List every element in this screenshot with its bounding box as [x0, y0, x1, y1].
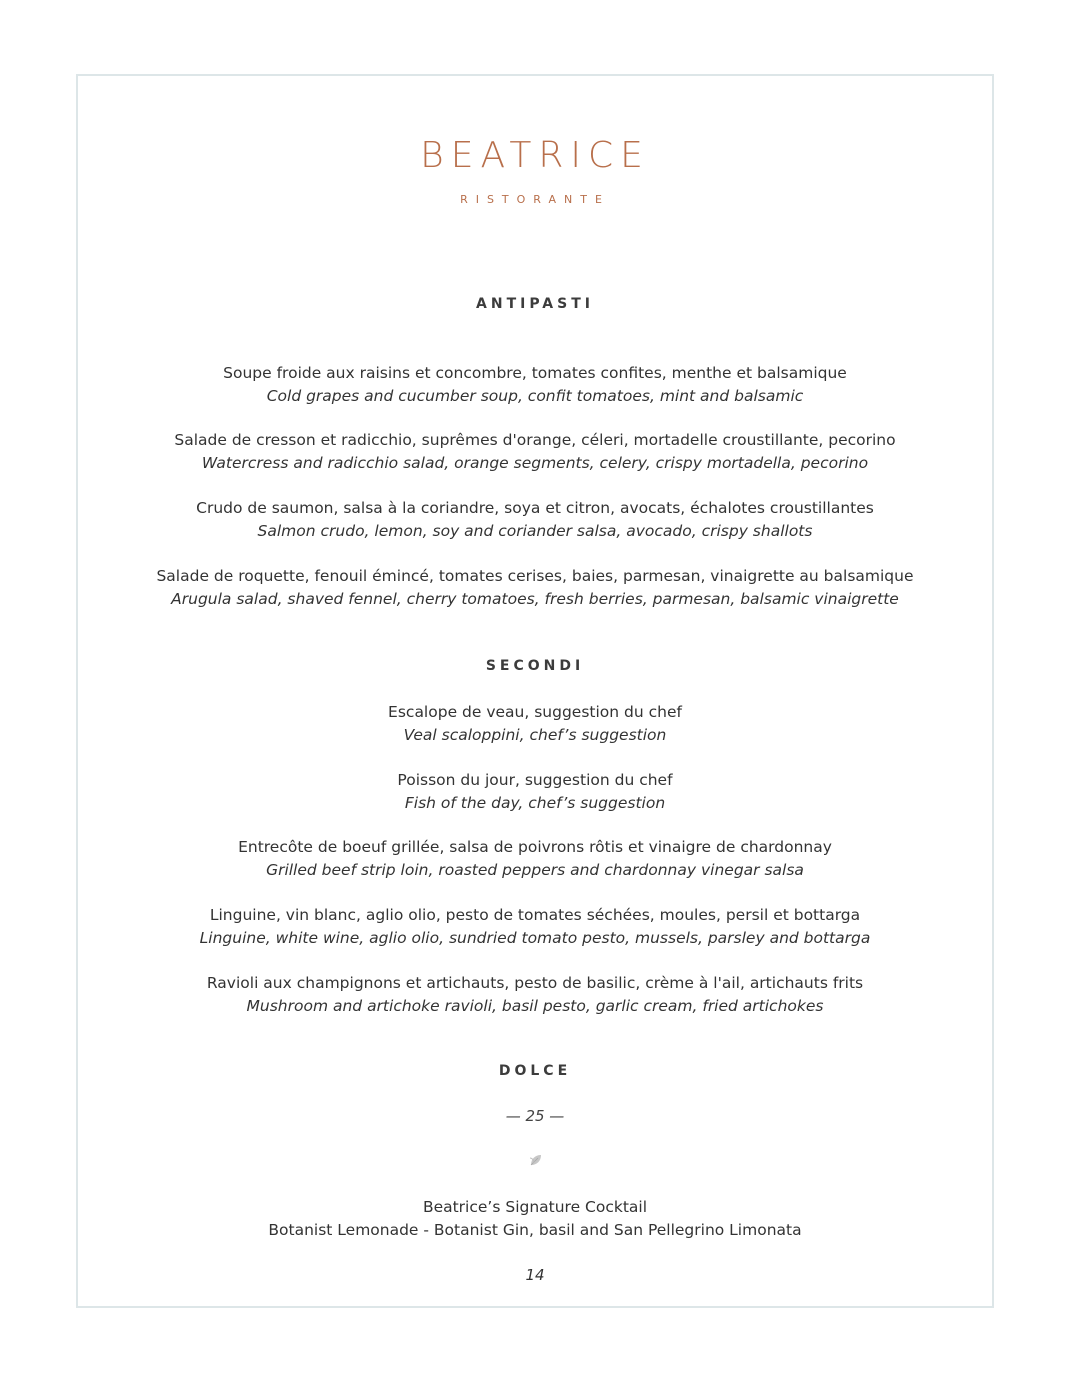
menu-item: [0, 836, 1070, 882]
restaurant-subtitle: RISTORANTE: [460, 193, 610, 206]
signature-cocktail: [0, 1196, 1070, 1242]
item-french: Entrecôte de boeuf grillée, salsa de poivrons rôtis et vinaigre de chardonnay: [238, 838, 832, 856]
item-french: Salade de roquette, fenouil émincé, tomates cerises, baies, parmesan, vinaigrette au balsamique: [156, 567, 914, 585]
page-number: 14: [525, 1266, 545, 1284]
item-english: Watercress and radicchio salad, orange segments, celery, crispy mortadella, pecorino: [201, 454, 869, 472]
item-french: Escalope de veau, suggestion du chef: [388, 703, 682, 721]
item-french: Linguine, vin blanc, aglio olio, pesto de tomates séchées, moules, persil et bottarga: [209, 906, 861, 924]
item-french: Poisson du jour, suggestion du chef: [397, 771, 673, 789]
item-french: Soupe froide aux raisins et concombre, tomates confites, menthe et balsamique: [223, 364, 847, 382]
menu-item: [0, 701, 1070, 747]
menu-price: — 25 —: [505, 1107, 565, 1125]
item-english: Fish of the day, chef’s suggestion: [404, 794, 666, 812]
section-heading-antipasti: ANTIPASTI: [476, 296, 594, 312]
leaf-icon: [528, 1152, 544, 1168]
item-english: Linguine, white wine, aglio olio, sundried tomato pesto, mussels, parsley and bottarga: [199, 929, 871, 947]
item-french: Crudo de saumon, salsa à la coriandre, soya et citron, avocats, échalotes croustillantes: [196, 499, 874, 517]
item-english: Salmon crudo, lemon, soy and coriander salsa, avocado, crispy shallots: [257, 522, 813, 540]
item-english: Grilled beef strip loin, roasted peppers and chardonnay vinegar salsa: [266, 861, 804, 879]
section-heading-secondi: SECONDI: [485, 658, 585, 674]
restaurant-logo: BEATRICE: [420, 135, 650, 176]
menu-item: [0, 769, 1070, 815]
item-english: Mushroom and artichoke ravioli, basil pesto, garlic cream, fried artichokes: [246, 997, 824, 1015]
menu-item: [0, 565, 1070, 611]
menu-item: [0, 429, 1070, 475]
item-english: Veal scaloppini, chef’s suggestion: [403, 726, 667, 744]
section-heading-dolce: DOLCE: [498, 1063, 572, 1079]
menu-item: [0, 904, 1070, 950]
cocktail-description: Botanist Lemonade - Botanist Gin, basil and San Pellegrino Limonata: [268, 1221, 802, 1239]
item-french: Salade de cresson et radicchio, suprêmes d'orange, céleri, mortadelle croustillante, pecorino: [174, 431, 896, 449]
menu-item: [0, 362, 1070, 408]
menu-item: [0, 972, 1070, 1018]
item-english: Arugula salad, shaved fennel, cherry tomatoes, fresh berries, parmesan, balsamic vinaigrette: [171, 590, 899, 608]
item-english: Cold grapes and cucumber soup, confit tomatoes, mint and balsamic: [266, 387, 804, 405]
cocktail-title: Beatrice’s Signature Cocktail: [422, 1198, 648, 1216]
menu-item: [0, 497, 1070, 543]
item-french: Ravioli aux champignons et artichauts, pesto de basilic, crème à l'ail, artichauts frits: [206, 974, 864, 992]
